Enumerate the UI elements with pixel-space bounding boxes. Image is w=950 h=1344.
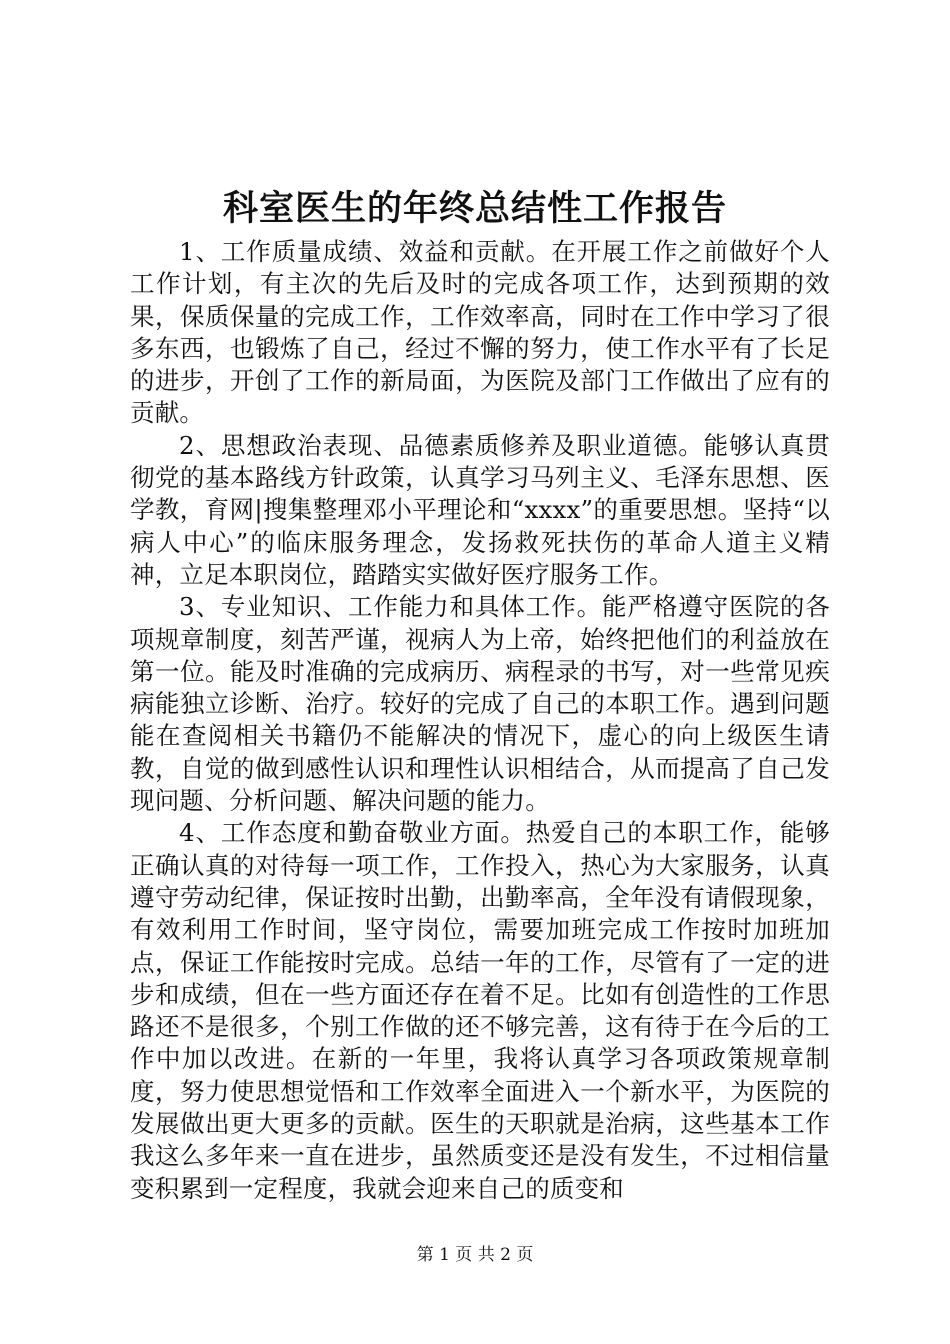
document-body — [130, 236, 830, 1205]
document-title: 科室医生的年终总结性工作报告 — [222, 188, 727, 229]
paragraph-3: 3、专业知识、工作能力和具体工作。能严格遵守医院的各项规章制度，刻苦严谨，视病人为上帝，始终把他们的利益放在第一位。能及时准确的完成病历、病程录的书写，对一些常见疾病能独立诊断、治疗。较好的完成了自己的本职工作。遇到问题能在查阅相关书籍仍不能解决的情况下，虚心的向上级医生请教，自觉的做到感性认识和理性认识相结合，从而提高了自己发现问题、分析问题、解决问题的能力。 — [130, 592, 830, 816]
paragraph-2: 2、思想政治表现、品德素质修养及职业道德。能够认真贯彻党的基本路线方针政策，认真学习马列主义、毛泽东思想、医学教，育网|搜集整理邓小平理论和“xxxx”的重要思想。坚持“以病人中心”的临床服务理念，发扬救死扶伤的革命人道主义精神，立足本职岗位，踏踏实实做好医疗服务工作。 — [130, 430, 830, 589]
paragraph-1: 1、工作质量成绩、效益和贡献。在开展工作之前做好个人工作计划，有主次的先后及时的完成各项工作，达到预期的效果，保质保量的完成工作，工作效率高，同时在工作中学习了很多东西，也锻炼了自己，经过不懈的努力，使工作水平有了长足的进步，开创了工作的新局面，为医院及部门工作做出了应有的贡献。 — [130, 237, 830, 428]
paragraph-4: 4、工作态度和勤奋敬业方面。热爱自己的本职工作，能够正确认真的对待每一项工作，工作投入，热心为大家服务，认真遵守劳动纪律，保证按时出勤，出勤率高，全年没有请假现象，有效利用工作时间，坚守岗位，需要加班完成工作按时加班加点，保证工作能按时完成。总结一年的工作，尽管有了一定的进步和成绩，但在一些方面还存在着不足。比如有创造性的工作思路还不是很多，个别工作做的还不够完善，这有待于在今后的工作中加以改进。在新的一年里，我将认真学习各项政策规章制度，努力使思想觉悟和工作效率全面进入一个新水平，为医院的发展做出更大更多的贡献。医生的天职就是治病，这些基本工作我这么多年来一直在进步，虽然质变还是没有发生，不过相信量变积累到一定程度，我就会迎来自己的质变和 — [130, 818, 830, 1203]
page-number-footer: 第 1 页 共 2 页 — [416, 1245, 534, 1265]
